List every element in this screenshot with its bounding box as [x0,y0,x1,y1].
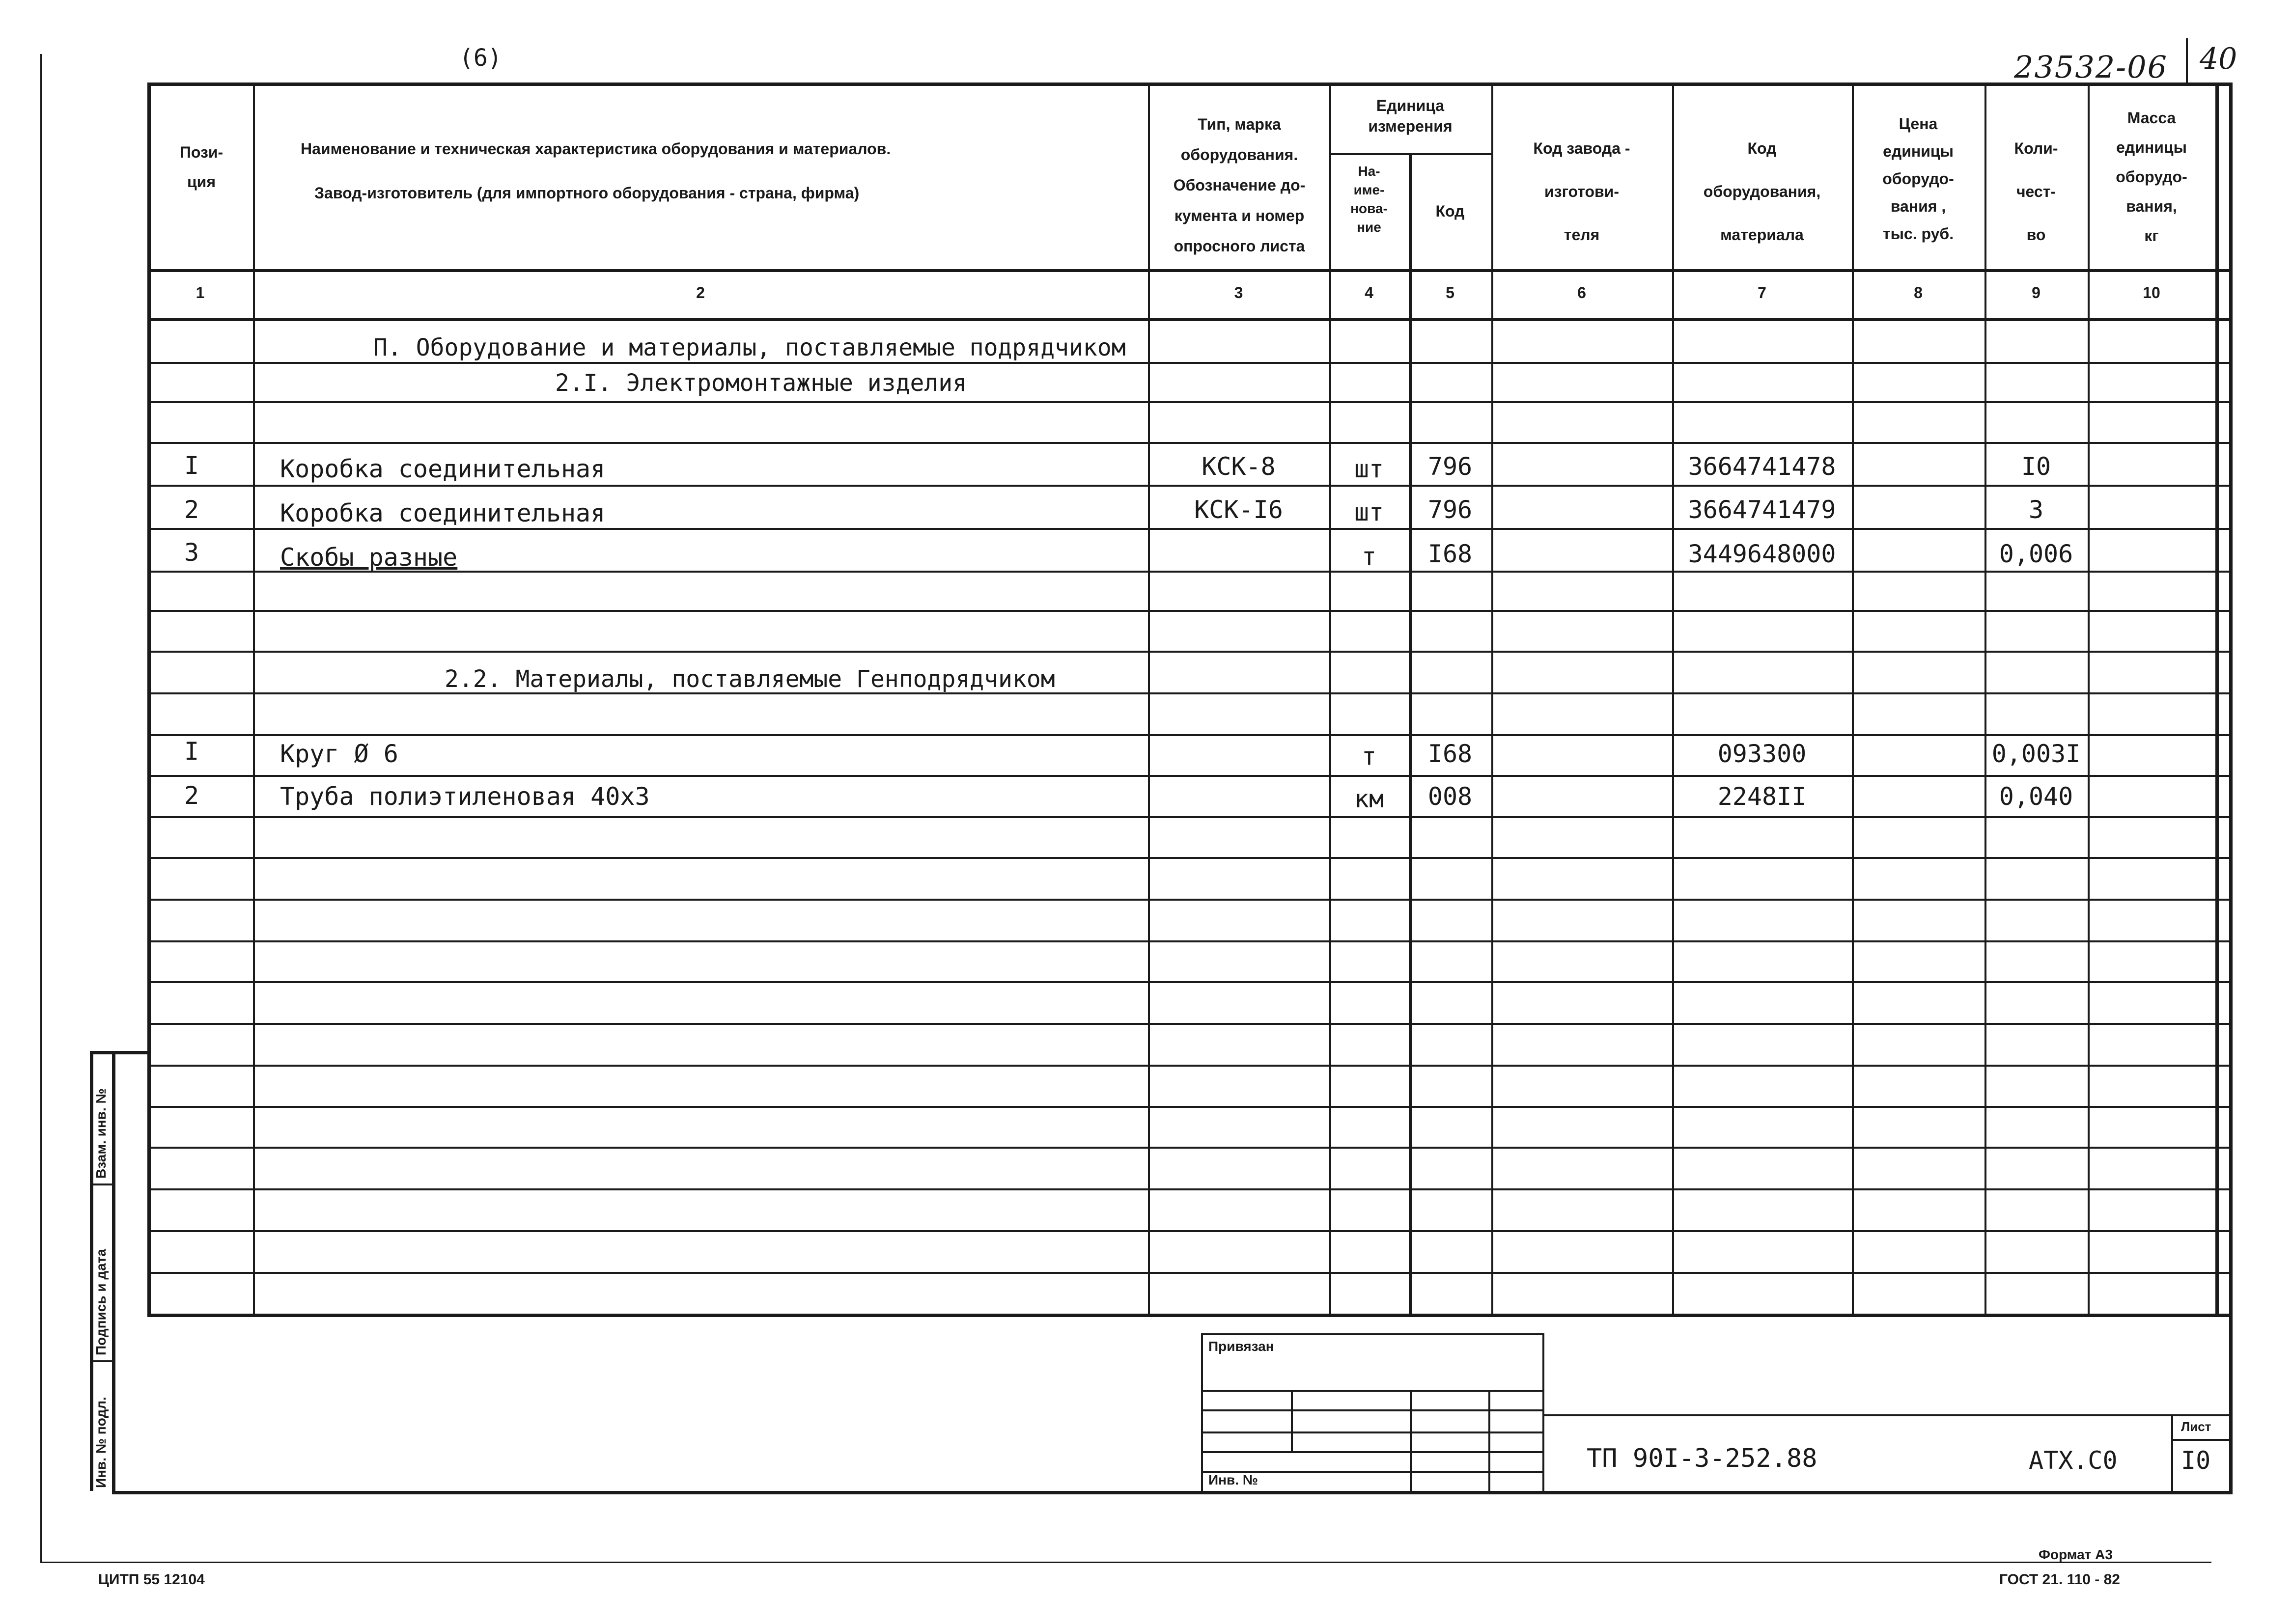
row-type: КСК-I6 [1194,495,1283,524]
col-number: 4 [1365,284,1373,302]
row-position: 2 [184,781,199,810]
row-quantity: 3 [2028,495,2044,524]
col-number: 3 [1234,284,1243,302]
header-unit-price: Цена единицы оборудо- вания , тыс. руб. [1882,115,1954,243]
row-unit: т [1361,542,1377,571]
col-number: 8 [1914,284,1923,302]
header-plant-code: Код завода - изготови- теля [1533,139,1630,244]
header-unit-code: Код [1435,202,1465,220]
section-heading: П. Оборудование и материалы, поставляемые подрядчиком [373,334,1126,361]
col-number: 10 [2143,284,2160,302]
row-name: Скобы разные [280,543,458,572]
row-position: I [184,737,199,766]
row-quantity: 0,003I [1991,740,2081,768]
stamp-inv-original: Инв. № подл. [93,1397,109,1488]
header-type: Тип, марка оборудования. Обозначение до- кумента и номер опросного листа [1173,115,1306,255]
row-unit: т [1361,742,1377,771]
row-unit: шт [1354,455,1384,483]
header-name-line1: Наименование и техническая характеристика оборудования и материалов. [301,140,891,158]
row-name: Труба полиэтиленовая 40х3 [280,782,650,811]
col-number: 7 [1758,284,1766,302]
row-quantity: 0,040 [1999,782,2073,811]
footer-format: Формат А3 [2039,1547,2113,1562]
header-name-line2: Завод-изготовитель (для импортного оборудования - страна, фирма) [314,184,860,202]
row-position: I [184,451,199,480]
row-equipment-code: 093300 [1717,740,1807,768]
header-quantity: Коли- чест- во [2014,139,2058,244]
col-number: 9 [2032,284,2040,302]
row-equipment-code: 3449648000 [1688,540,1836,568]
header-position: Пози- ция [179,143,224,191]
row-name: Коробка соединительная [280,499,606,527]
row-position: 2 [184,495,199,524]
col-number: 5 [1446,284,1454,302]
row-unit-code: 008 [1427,782,1473,811]
row-name: Коробка соединительная [280,455,606,483]
row-quantity: I0 [2021,452,2051,481]
row-unit-code: 796 [1427,495,1473,524]
title-inv-number: Инв. № [1208,1472,1258,1487]
row-name: Круг Ø 6 [280,740,398,768]
row-position: 3 [184,538,199,567]
header-unit-mass: Масса единицы оборудо- вания, кг [2116,109,2187,245]
sheet-label: Лист [2181,1419,2211,1434]
section-heading: 2.2. Материалы, поставляемые Генподрядчиком [445,665,1055,693]
col-number: 2 [696,284,705,302]
row-quantity: 0,006 [1999,540,2073,568]
footer-gost: ГОСТ 21. 110 - 82 [1999,1571,2120,1588]
header-unit-group: Единица измерения [1368,97,1453,135]
header-unit-name: На- име- нова- ние [1350,164,1388,235]
header-equipment-code: Код оборудования, материала [1703,139,1821,244]
row-unit-code: I68 [1427,540,1473,568]
row-equipment-code: 3664741478 [1688,452,1836,481]
col-number: 1 [196,284,205,302]
page-mark: (6) [459,44,502,72]
stamp-signature-date: Подпись и дата [93,1249,109,1355]
project-code: ТП 90I-3-252.88 [1587,1444,1817,1473]
row-type: КСК-8 [1202,452,1276,481]
row-unit: шт [1354,498,1384,526]
footer-print-code: ЦИТП 55 12104 [98,1571,205,1588]
row-unit: км [1354,785,1384,813]
sheet-number: I0 [2181,1446,2211,1475]
row-unit-code: I68 [1427,740,1473,768]
title-privyazan: Привязан [1208,1339,1274,1354]
sheet-handwritten: 40 [2200,42,2237,76]
stamp-inv-replacement: Взам. инв. № [93,1088,109,1179]
row-unit-code: 796 [1427,452,1473,481]
section-heading: 2.I. Электромонтажные изделия [555,369,967,397]
row-equipment-code: 2248II [1717,782,1807,811]
col-number: 6 [1577,284,1586,302]
row-equipment-code: 3664741479 [1688,495,1836,524]
document-number: 23532-06 [2014,49,2168,85]
document-code: АТХ.С0 [2029,1446,2118,1475]
